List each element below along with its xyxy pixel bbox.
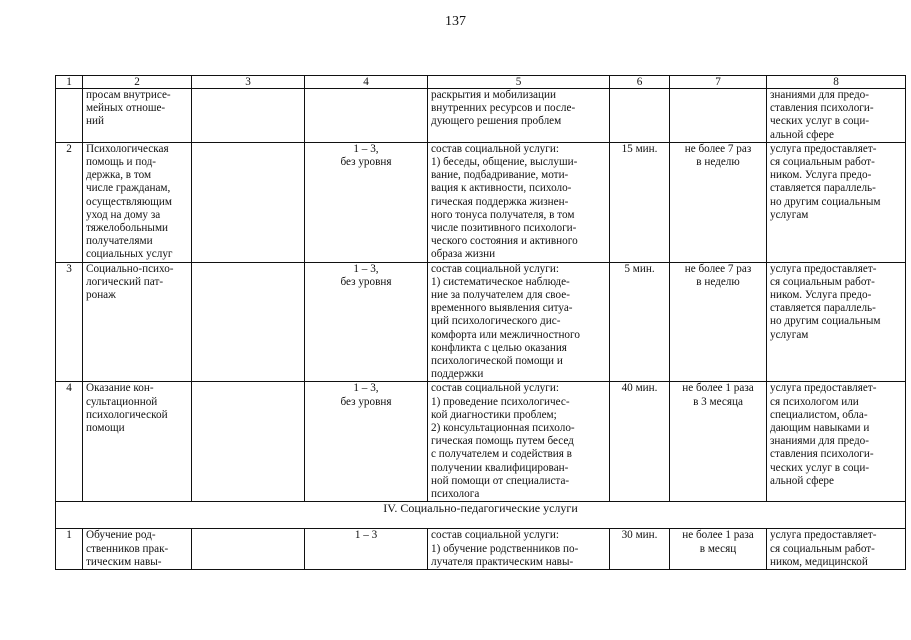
column-number: 4 xyxy=(305,76,428,89)
service-content-line: 2) консультационная психоло- xyxy=(431,422,575,435)
service-content-line: раскрытия и мобилизации xyxy=(431,89,556,101)
service-name-line: получателями xyxy=(86,235,153,248)
conditions-cell-line: услуга предоставляет- xyxy=(770,529,877,542)
service-content xyxy=(428,89,610,143)
conditions-cell xyxy=(767,262,906,382)
service-name-line: уход на дому за xyxy=(86,208,161,221)
table-row xyxy=(56,142,906,262)
service-name-line: Оказание кон- xyxy=(86,382,154,395)
service-name xyxy=(83,382,192,502)
services-table xyxy=(55,75,906,570)
service-name-line: ний xyxy=(86,115,104,128)
conditions-cell-line: ся социальным работ- xyxy=(770,275,875,288)
service-name-line: сультационной xyxy=(86,395,158,408)
service-content-line: ций психологического дис- xyxy=(431,315,561,328)
level-cell xyxy=(305,382,428,502)
table-row xyxy=(56,529,906,570)
table-row xyxy=(56,382,906,502)
conditions-cell xyxy=(767,529,906,570)
conditions-cell-line: альной сфере xyxy=(770,128,834,141)
level-cell-line: 1 – 3 xyxy=(354,529,378,542)
service-name-line: числе гражданам, xyxy=(86,182,171,195)
conditions-cell-line: услуга предоставляет- xyxy=(770,262,877,275)
service-content xyxy=(428,529,610,570)
column-number: 5 xyxy=(428,76,610,89)
service-content-line: состав социальной услуги: xyxy=(431,262,559,275)
service-name-line: ронаж xyxy=(86,289,116,302)
service-content-line: психологической помощи и xyxy=(431,355,563,368)
conditions-cell-line: дающим навыками и xyxy=(770,422,870,435)
row-number: 2 xyxy=(56,142,83,262)
frequency-cell-line: не более 7 раз xyxy=(684,262,752,275)
service-name-line: помощи xyxy=(86,422,125,435)
duration-cell xyxy=(610,89,670,143)
conditions-cell xyxy=(767,142,906,262)
conditions-cell-line: услуга предоставляет- xyxy=(770,142,877,155)
service-name-line: держка, в том xyxy=(86,169,152,182)
service-content xyxy=(428,262,610,382)
duration-cell: 40 мин. xyxy=(610,382,670,502)
service-content-line: гическая помощь путем бесед xyxy=(431,435,574,448)
service-content-line: поддержки xyxy=(431,368,484,381)
service-name-line: тическим навы- xyxy=(86,555,162,568)
service-content-line: 1) беседы, общение, выслуши- xyxy=(431,156,578,169)
level-cell xyxy=(305,142,428,262)
service-name-line: осуществляющим xyxy=(86,195,172,208)
level-cell-line: 1 – 3, xyxy=(353,262,379,275)
frequency-cell-line: не более 7 раз xyxy=(684,142,752,155)
service-content-line: состав социальной услуги: xyxy=(431,142,559,155)
conditions-cell-line: услугам xyxy=(770,208,809,221)
service-content-line: ного тонуса получателя, в том xyxy=(431,208,575,221)
conditions-cell-line: услуга предоставляет- xyxy=(770,382,877,395)
service-content-line: числе позитивного психологи- xyxy=(431,222,577,235)
table-row xyxy=(56,89,906,143)
level-cell xyxy=(305,89,428,143)
page-number: 137 xyxy=(445,14,466,29)
service-content xyxy=(428,142,610,262)
conditions-cell-line: специалистом, обла- xyxy=(770,408,868,421)
conditions-cell-line: ставляется параллель- xyxy=(770,182,876,195)
service-content-line: ние за получателем для свое- xyxy=(431,289,570,302)
conditions-cell-line: ником. Услуга предо- xyxy=(770,169,872,182)
service-content-line: состав социальной услуги: xyxy=(431,529,559,542)
service-content xyxy=(428,382,610,502)
service-content-line: ной помощи от специалиста- xyxy=(431,474,570,487)
level-cell-line: 1 – 3, xyxy=(353,142,379,155)
level-cell xyxy=(305,529,428,570)
service-name-line: социальных услуг xyxy=(86,248,173,261)
service-name xyxy=(83,89,192,143)
level-cell-line: без уровня xyxy=(340,395,392,408)
level-cell-line: без уровня xyxy=(340,275,392,288)
section-title: IV. Социально-педагогические услуги xyxy=(56,502,906,529)
row-number: 1 xyxy=(56,529,83,570)
service-content-line: получении квалифицирован- xyxy=(431,461,569,474)
service-name-line: Психологическая xyxy=(86,142,169,155)
column-number: 8 xyxy=(767,76,906,89)
frequency-cell-line: в неделю xyxy=(696,275,740,288)
row-number xyxy=(56,89,83,143)
service-name-line: мейных отноше- xyxy=(86,102,166,115)
frequency-cell-line: в месяц xyxy=(699,542,737,555)
service-content-line: внутренних ресурсов и после- xyxy=(431,102,576,115)
duration-cell: 30 мин. xyxy=(610,529,670,570)
table-row xyxy=(56,262,906,382)
service-content-line: ческого состояния и активного xyxy=(431,235,578,248)
conditions-cell xyxy=(767,89,906,143)
service-content-line: психолога xyxy=(431,488,480,501)
service-name-line: ственников прак- xyxy=(86,542,169,555)
empty-cell xyxy=(192,529,305,570)
conditions-cell-line: услугам xyxy=(770,328,809,341)
row-number: 4 xyxy=(56,382,83,502)
service-content-line: лучателя практическим навы- xyxy=(431,555,574,568)
conditions-cell-line: ческих услуг в соци- xyxy=(770,461,870,474)
frequency-cell xyxy=(670,262,767,382)
column-number: 7 xyxy=(670,76,767,89)
conditions-cell-line: знаниями для предо- xyxy=(770,435,869,448)
service-name-line: тяжелобольными xyxy=(86,222,169,235)
conditions-cell xyxy=(767,382,906,502)
conditions-cell-line: ся социальным работ- xyxy=(770,542,875,555)
service-content-line: кой диагностики проблем; xyxy=(431,408,557,421)
frequency-cell xyxy=(670,382,767,502)
service-content-line: 1) обучение родственников по- xyxy=(431,542,579,555)
conditions-cell-line: ставления психологи- xyxy=(770,102,874,115)
header-row xyxy=(56,76,906,89)
service-content-line: дующего решения проблем xyxy=(431,115,562,128)
conditions-cell-line: знаниями для предо- xyxy=(770,89,869,101)
service-content-line: гическая поддержка жизнен- xyxy=(431,195,569,208)
service-name xyxy=(83,529,192,570)
conditions-cell-line: но другим социальным xyxy=(770,315,881,328)
conditions-cell-line: ставляется параллель- xyxy=(770,302,876,315)
section-row xyxy=(56,502,906,529)
service-content-line: 1) систематическое наблюде- xyxy=(431,275,570,288)
column-number: 2 xyxy=(83,76,192,89)
conditions-cell-line: ческих услуг в соци- xyxy=(770,115,870,128)
service-content-line: конфликта с целью оказания xyxy=(431,341,567,354)
column-number: 6 xyxy=(610,76,670,89)
service-content-line: образа жизни xyxy=(431,248,496,261)
level-cell-line: 1 – 3, xyxy=(353,382,379,395)
frequency-cell-line: в 3 месяца xyxy=(693,395,743,408)
conditions-cell-line: но другим социальным xyxy=(770,195,881,208)
service-content-line: состав социальной услуги: xyxy=(431,382,559,395)
service-name-line: психологической xyxy=(86,408,168,421)
conditions-cell-line: ником, медицинской xyxy=(770,555,868,568)
empty-cell xyxy=(192,382,305,502)
service-name-line: просам внутрисе- xyxy=(86,89,171,101)
frequency-cell-line: в неделю xyxy=(696,156,740,169)
conditions-cell-line: ся социальным работ- xyxy=(770,156,875,169)
frequency-cell-line: не более 1 раза xyxy=(682,382,754,395)
service-name-line: логический пат- xyxy=(86,275,164,288)
service-content-line: временного выявления ситуа- xyxy=(431,302,573,315)
service-content-line: комфорта или межличностного xyxy=(431,328,580,341)
service-name-line: помощь и под- xyxy=(86,156,157,169)
frequency-cell-line: не более 1 раза xyxy=(682,529,754,542)
service-name-line: Обучение род- xyxy=(86,529,156,542)
frequency-cell xyxy=(670,89,767,143)
level-cell xyxy=(305,262,428,382)
row-number: 3 xyxy=(56,262,83,382)
service-content-line: вание, подбадривание, моти- xyxy=(431,169,569,182)
duration-cell: 15 мин. xyxy=(610,142,670,262)
service-name-line: Социально-психо- xyxy=(86,262,174,275)
column-number: 3 xyxy=(192,76,305,89)
conditions-cell-line: ставления психологи- xyxy=(770,448,874,461)
column-number: 1 xyxy=(56,76,83,89)
service-name xyxy=(83,262,192,382)
service-content-line: вация к активности, психоло- xyxy=(431,182,572,195)
service-content-line: 1) проведение психологичес- xyxy=(431,395,570,408)
empty-cell xyxy=(192,89,305,143)
level-cell-line: без уровня xyxy=(340,156,392,169)
empty-cell xyxy=(192,262,305,382)
service-content-line: с получателем и содействия в xyxy=(431,448,572,461)
duration-cell: 5 мин. xyxy=(610,262,670,382)
empty-cell xyxy=(192,142,305,262)
service-name xyxy=(83,142,192,262)
conditions-cell-line: ся психологом или xyxy=(770,395,859,408)
frequency-cell xyxy=(670,529,767,570)
conditions-cell-line: альной сфере xyxy=(770,474,834,487)
conditions-cell-line: ником. Услуга предо- xyxy=(770,289,872,302)
frequency-cell xyxy=(670,142,767,262)
